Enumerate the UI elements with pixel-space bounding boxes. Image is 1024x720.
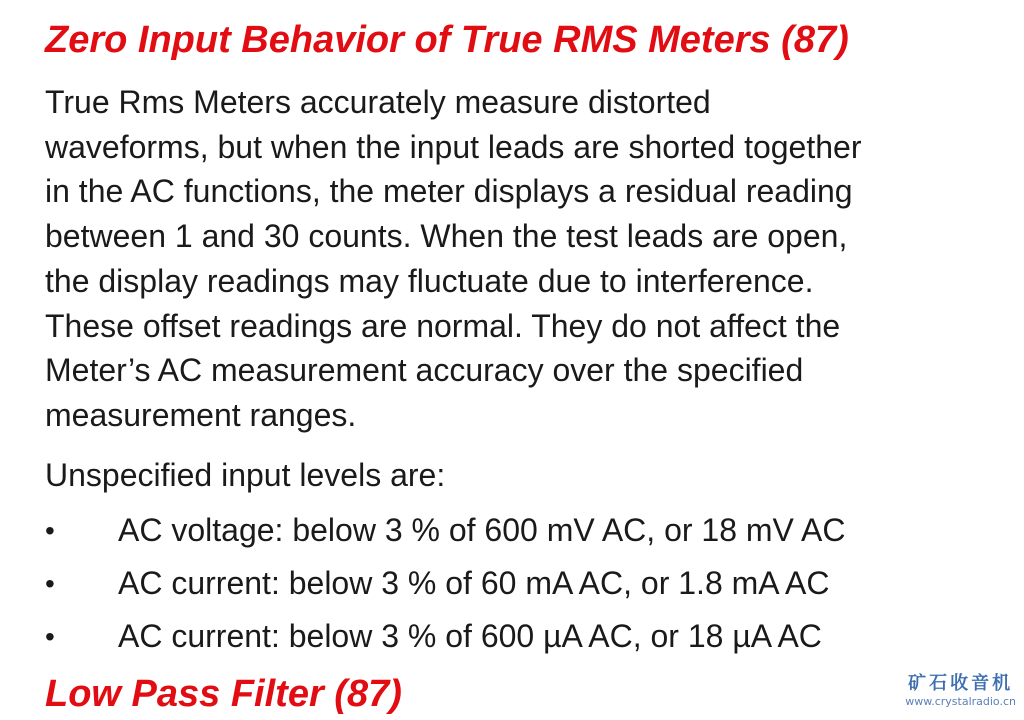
watermark-chinese-text: 矿石收音机: [908, 673, 1014, 694]
watermark-url: www.crystalradio.cn: [905, 695, 1016, 708]
paragraph-line: waveforms, but when the input leads are shorted together: [45, 128, 862, 165]
list-item-text: AC voltage: below 3 % of 600 mV AC, or 18 mV AC: [118, 512, 846, 548]
section-heading: Zero Input Behavior of True RMS Meters (87): [45, 19, 849, 61]
bullet-icon: •: [45, 515, 55, 546]
paragraph-line: between 1 and 30 counts. When the test leads are open,: [45, 218, 848, 255]
paragraph-line: These offset readings are normal. They do not affect the: [45, 307, 841, 344]
paragraph-line: in the AC functions, the meter displays a residual reading: [45, 173, 853, 210]
paragraph-line: Meter’s AC measurement accuracy over the specified: [45, 352, 804, 389]
next-section-heading: Low Pass Filter (87): [45, 673, 402, 715]
list-intro: Unspecified input levels are:: [45, 457, 446, 493]
bullet-icon: •: [45, 621, 55, 652]
paragraph-line: True Rms Meters accurately measure distorted: [45, 84, 711, 120]
bullet-icon: •: [45, 568, 55, 599]
paragraph-line: the display readings may fluctuate due to interference.: [45, 262, 814, 299]
site-watermark: [905, 673, 1016, 708]
paragraph-line: measurement ranges.: [45, 396, 357, 433]
list-item-text: AC current: below 3 % of 600 µA AC, or 18 µA AC: [118, 618, 822, 654]
list-item-text: AC current: below 3 % of 60 mA AC, or 1.8 mA AC: [118, 565, 830, 601]
body-paragraph: [45, 80, 1005, 438]
